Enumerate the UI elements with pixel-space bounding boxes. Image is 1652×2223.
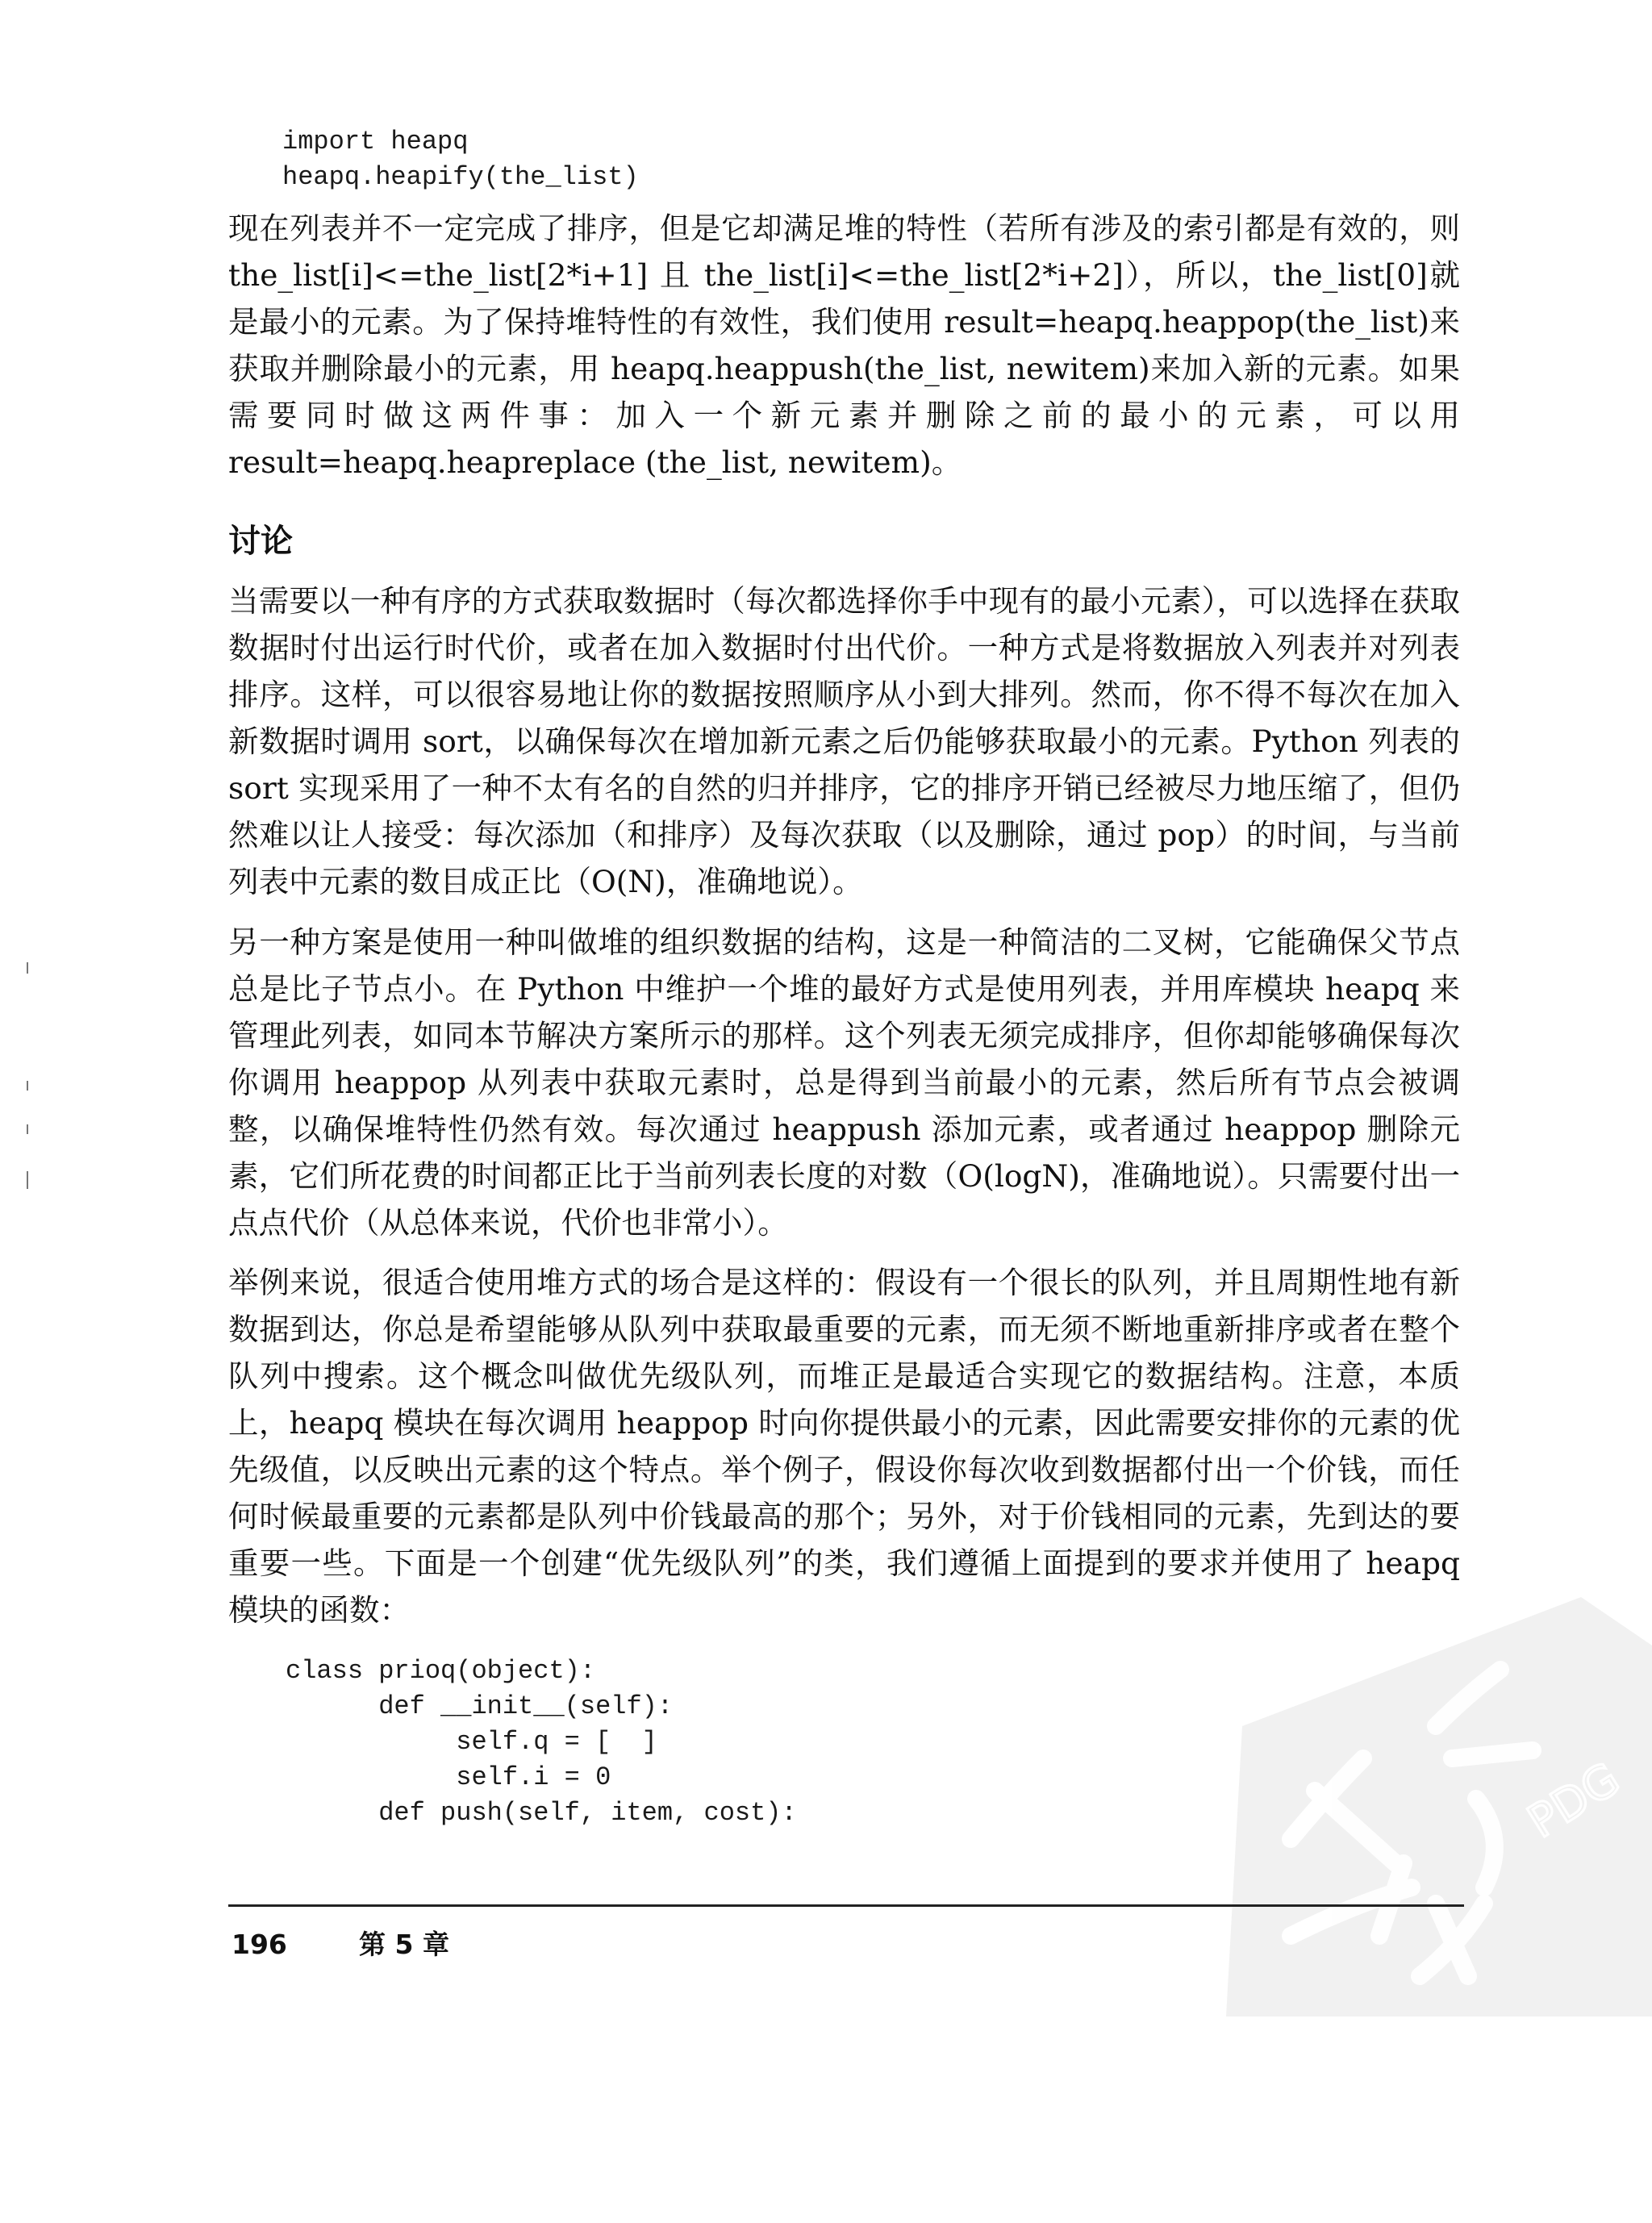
code-line: class prioq(object):	[286, 1656, 596, 1686]
code-line: self.i = 0	[286, 1762, 611, 1792]
code-line: self.q = [ ]	[286, 1727, 657, 1757]
page-number: 196	[232, 1929, 287, 1960]
scan-mark	[27, 1081, 28, 1091]
scan-mark	[27, 1124, 28, 1134]
paragraph-sorting-cost: 当需要以一种有序的方式获取数据时（每次都选择你手中现有的最小元素），可以选择在获取数据时付出运行时代价，或者在加入数据时付出代价。一种方式是将数据放入列表并对列表排序。这样，可以很容易地让你的数据按照顺序从小到大排列。然而，你不得不每次在加入新数据时调用 sort，以确保每次在增加新元素之后仍能够获取最小的元素。Python 列表的 sort 实现采用了一种不太有名的自然的归并排序，它的排序开销已经被尽力地压缩了，但仍然难以让人接受：每次添加（和排序）及每次获取（以及删除，通过 pop）的时间，与当前列表中元素的数目成正比（O(N)，准确地说）。	[228, 583, 1460, 899]
watermark-text: PDG	[1518, 1753, 1629, 1849]
section-heading-discussion: 讨论	[228, 523, 293, 560]
code-block-prioq	[286, 1654, 797, 1831]
paragraph-heap-property: 现在列表并不一定完成了排序，但是它却满足堆的特性（若所有涉及的索引都是有效的，则 the_list[i]<=the_list[2*i+1] 且 the_list[i]<=the_list[2*i+2]），所以，the_list[0]就是最小的元素。为了保持堆特性的有效性，我们使用 result=heapq.heappop(the_list)来获取并删除最小的元素，用 heapq.heappush(the_list, newitem)来加入新的元素。如果需要同时做这两件事：加入一个新元素并删除之前的最小的元素，可以用 result=heapq.heapreplace (the_list, newitem)。	[228, 211, 1460, 480]
footer-rule	[228, 1904, 1464, 1907]
paragraph-heap-structure: 另一种方案是使用一种叫做堆的组织数据的结构，这是一种简洁的二叉树，它能确保父节点总是比子节点小。在 Python 中维护一个堆的最好方式是使用列表，并用库模块 heapq 来管理此列表，如同本节解决方案所示的那样。这个列表无须完成排序，但你却能够确保每次你调用 heappop 从列表中获取元素时，总是得到当前最小的元素，然后所有节点会被调整，以确保堆特性仍然有效。每次通过 heappush 添加元素，或者通过 heappop 删除元素，它们所花费的时间都正比于当前列表长度的对数（O(logN)，准确地说）。只需要付出一点点代价（从总体来说，代价也非常小）。	[228, 924, 1460, 1241]
chapter-label: 第 5 章	[359, 1929, 449, 1960]
paragraph-priority-queue: 举例来说，很适合使用堆方式的场合是这样的：假设有一个很长的队列，并且周期性地有新数据到达，你总是希望能够从队列中获取最重要的元素，而无须不断地重新排序或者在整个队列中搜索。这个概念叫做优先级队列，而堆正是最适合实现它的数据结构。注意，本质上，heapq 模块在每次调用 heappop 时向你提供最小的元素，因此需要安排你的元素的优先级值，以反映出元素的这个特点。举个例子，假设你每次收到数据都付出一个价钱，而任何时候最重要的元素都是队列中价钱最高的那个；另外，对于价钱相同的元素，先到达的要重要一些。下面是一个创建“优先级队列”的类，我们遵循上面提到的要求并使用了 heapq 模块的函数：	[228, 1265, 1460, 1628]
library-watermark	[1194, 1597, 1652, 2017]
code-line: heapq.heapify(the_list)	[282, 162, 639, 192]
code-line: def __init__(self):	[286, 1691, 674, 1721]
code-line: import heapq	[282, 127, 469, 156]
scan-mark	[27, 1171, 28, 1189]
scan-mark	[27, 962, 28, 974]
code-block-heapify	[282, 124, 639, 195]
code-line: def push(self, item, cost):	[286, 1798, 797, 1828]
